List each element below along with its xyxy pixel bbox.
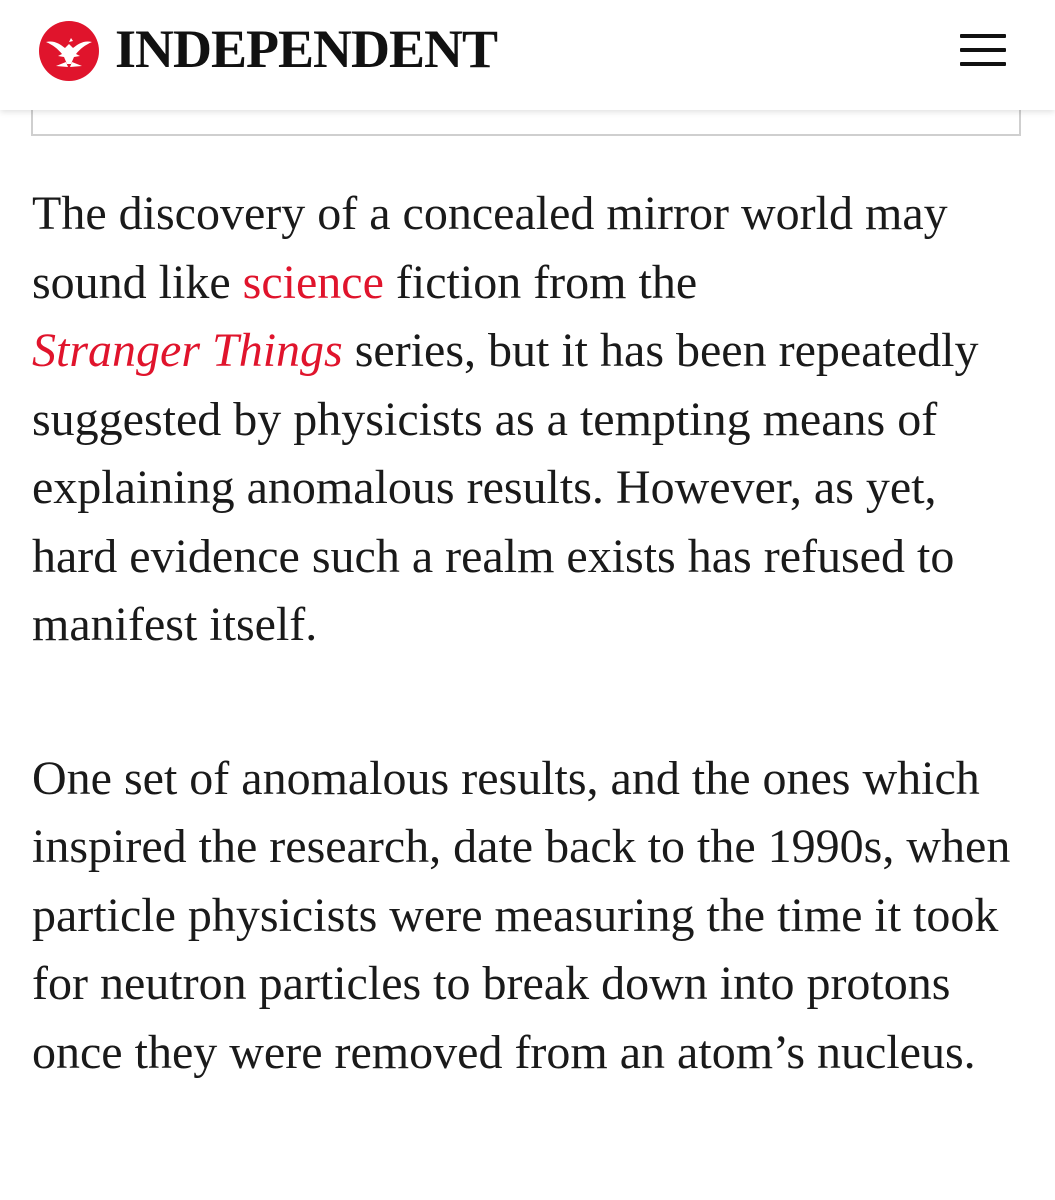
stranger-things-link[interactable]: Stranger Things — [32, 324, 343, 377]
site-header — [0, 0, 1055, 110]
article-paragraph-1 — [32, 180, 1032, 660]
eagle-icon[interactable] — [38, 20, 100, 82]
para1-text-middle: fiction from the — [383, 255, 698, 309]
para1-text-end: series, but it has been repeatedly suggested by physicists as a tempting means of explaining anomalous results. However, as yet, hard evidence such a realm exists has refused to manifest itself. — [32, 324, 979, 651]
site-logo-text[interactable]: INDEPENDENT — [115, 19, 498, 79]
para1-text-start: The discovery of a concealed mirror world may sound like — [32, 187, 948, 309]
science-link[interactable]: science — [242, 255, 384, 309]
menu-button[interactable] — [956, 30, 1012, 70]
article-paragraph-2: One set of anomalous results, and the ones which inspired the research, date back to the 1990s, when particle physicists were measuring the time it took for neutron particles to break down into protons once they were removed from an atom’s nucleus. — [32, 751, 1011, 1079]
article-body — [32, 180, 1032, 1087]
